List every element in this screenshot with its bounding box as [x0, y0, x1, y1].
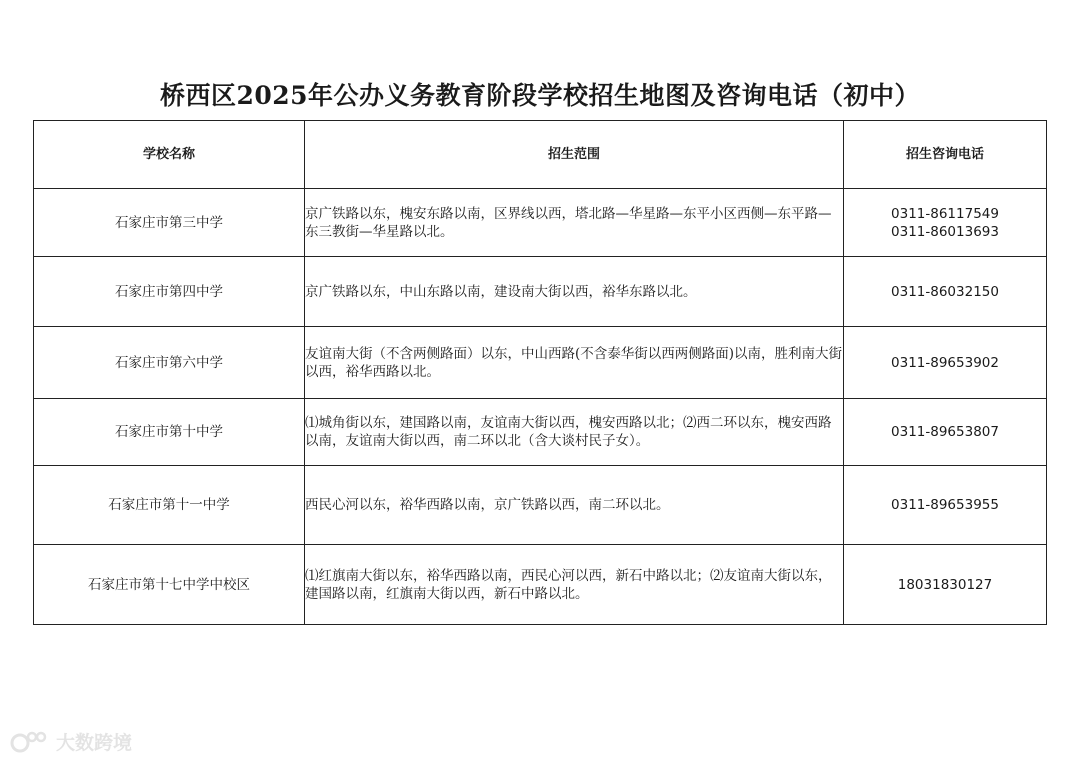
- consult-phone: [844, 327, 1047, 399]
- enrollment-scope: ⑴红旗南大街以东，裕华西路以南，西民心河以西，新石中路以北；⑵友谊南大街以东，建国路以南，红旗南大街以西，新石中路以北。: [305, 545, 844, 625]
- logo-icon: [10, 729, 50, 755]
- phone-number: 0311-89653955: [891, 497, 999, 513]
- consult-phone: [844, 257, 1047, 327]
- phone-number: 0311-86117549: [891, 205, 999, 222]
- table-row: [34, 189, 1047, 257]
- consult-phone: [844, 545, 1047, 625]
- enrollment-scope: 友谊南大街（不含两侧路面）以东，中山西路(不含泰华街以西两侧路面)以南，胜利南大街以西，裕华西路以北。: [305, 327, 844, 399]
- school-name: 石家庄市第十中学: [34, 399, 305, 466]
- phone-number: 0311-86032150: [891, 283, 999, 300]
- consult-phone: [844, 466, 1047, 545]
- school-name: 石家庄市第三中学: [34, 189, 305, 257]
- school-name: 石家庄市第四中学: [34, 257, 305, 327]
- document-title: 桥西区2025年公办义务教育阶段学校招生地图及咨询电话（初中）: [159, 81, 921, 110]
- watermark: [10, 728, 132, 755]
- table-row: [34, 466, 1047, 545]
- enrollment-scope: 京广铁路以东，槐安东路以南，区界线以西，塔北路—华星路—东平小区西侧—东平路—东三教街—华星路以北。: [305, 189, 844, 257]
- enrollment-scope: 西民心河以东，裕华西路以南，京广铁路以西，南二环以北。: [305, 466, 844, 545]
- consult-phone: [844, 189, 1047, 257]
- watermark-text: 大数跨境: [56, 732, 133, 754]
- table-row: [34, 399, 1047, 466]
- consult-phone: [844, 399, 1047, 466]
- enrollment-table: [33, 120, 1047, 625]
- enrollment-scope: ⑴城角街以东，建国路以南，友谊南大街以西，槐安西路以北；⑵西二环以东，槐安西路以南，友谊南大街以西，南二环以北（含大谈村民子女）。: [305, 399, 844, 466]
- table-row: [34, 545, 1047, 625]
- header-enrollment-scope: 招生范围: [305, 121, 844, 189]
- table-header-row: [34, 121, 1047, 189]
- phone-number: 0311-89653807: [891, 424, 999, 440]
- enrollment-scope: 京广铁路以东，中山东路以南，建设南大街以西，裕华东路以北。: [305, 257, 844, 327]
- phone-number: 0311-86013693: [891, 223, 999, 240]
- school-name: 石家庄市第十七中学中校区: [34, 545, 305, 625]
- table-row: [34, 327, 1047, 399]
- phone-number: 0311-89653902: [891, 354, 999, 371]
- header-school-name: 学校名称: [34, 121, 305, 189]
- phone-number: 18031830127: [897, 576, 993, 593]
- school-name: 石家庄市第十一中学: [34, 466, 305, 545]
- header-consult-phone: 招生咨询电话: [844, 121, 1047, 189]
- table-row: [34, 257, 1047, 327]
- school-name: 石家庄市第六中学: [34, 327, 305, 399]
